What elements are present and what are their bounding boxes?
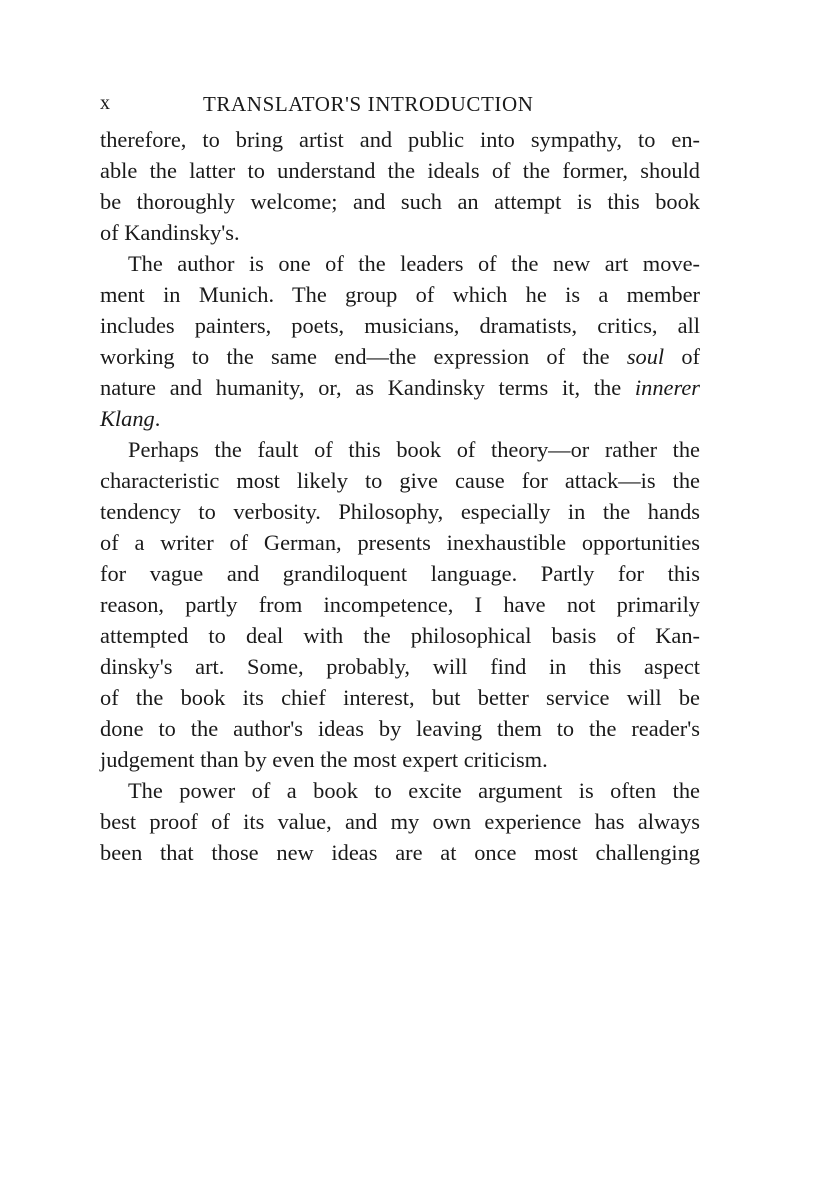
text-line: judgement than by even the most expert criticism. xyxy=(100,747,548,772)
text-line: best proof of its value, and my own experience has always xyxy=(100,809,700,834)
paragraph-1 xyxy=(100,124,700,248)
text-line: tendency to verbosity. Philosophy, especially in the hands xyxy=(100,499,700,524)
text-line: ment in Munich. The group of which he is a member xyxy=(100,282,700,307)
book-page xyxy=(100,88,700,868)
text-line xyxy=(100,341,700,372)
text-line: of the book its chief interest, but better service will be xyxy=(100,685,700,710)
emphasis-soul: soul xyxy=(626,344,665,369)
text-line: The author is one of the leaders of the new art move- xyxy=(128,251,700,276)
running-title: TRANSLATOR'S INTRODUCTION xyxy=(203,92,534,116)
text-line: The power of a book to excite argument is often the xyxy=(128,778,700,803)
text-line xyxy=(100,372,700,403)
text-segment: of xyxy=(664,344,701,369)
text-line: be thoroughly welcome; and such an attempt is this book xyxy=(100,189,700,214)
text-line: of Kandinsky's. xyxy=(100,220,240,245)
text-line: characteristic most likely to give cause for attack—is the xyxy=(100,468,700,493)
text-line: reason, partly from incompetence, I have not primarily xyxy=(100,592,700,617)
text-segment: working to the same end—the expression of the xyxy=(100,344,627,369)
paragraph-4 xyxy=(100,775,700,868)
running-head xyxy=(100,88,700,122)
emphasis-klang: Klang xyxy=(100,406,155,431)
emphasis-innerer: innerer xyxy=(634,375,700,400)
page-number: x xyxy=(100,92,111,114)
text-line: done to the author's ideas by leaving them to the reader's xyxy=(100,716,700,741)
text-line: of a writer of German, presents inexhaustible opportunities xyxy=(100,530,700,555)
text-line: therefore, to bring artist and public into sympathy, to en- xyxy=(100,127,700,152)
text-segment: nature and humanity, or, as Kandinsky terms it, the xyxy=(100,375,635,400)
text-segment: . xyxy=(154,406,161,431)
paragraph-2 xyxy=(100,248,700,434)
text-line: dinsky's art. Some, probably, will find in this aspect xyxy=(100,654,700,679)
text-line: includes painters, poets, musicians, dramatists, critics, all xyxy=(100,313,700,338)
text-line: Perhaps the fault of this book of theory—or rather the xyxy=(128,437,700,462)
text-line: attempted to deal with the philosophical basis of Kan- xyxy=(100,623,700,648)
text-line xyxy=(100,403,700,434)
text-line: able the latter to understand the ideals of the former, should xyxy=(100,158,700,183)
paragraph-3 xyxy=(100,434,700,775)
body-text xyxy=(100,124,700,868)
text-line: been that those new ideas are at once most challenging xyxy=(100,840,700,865)
text-line: for vague and grandiloquent language. Partly for this xyxy=(100,561,700,586)
